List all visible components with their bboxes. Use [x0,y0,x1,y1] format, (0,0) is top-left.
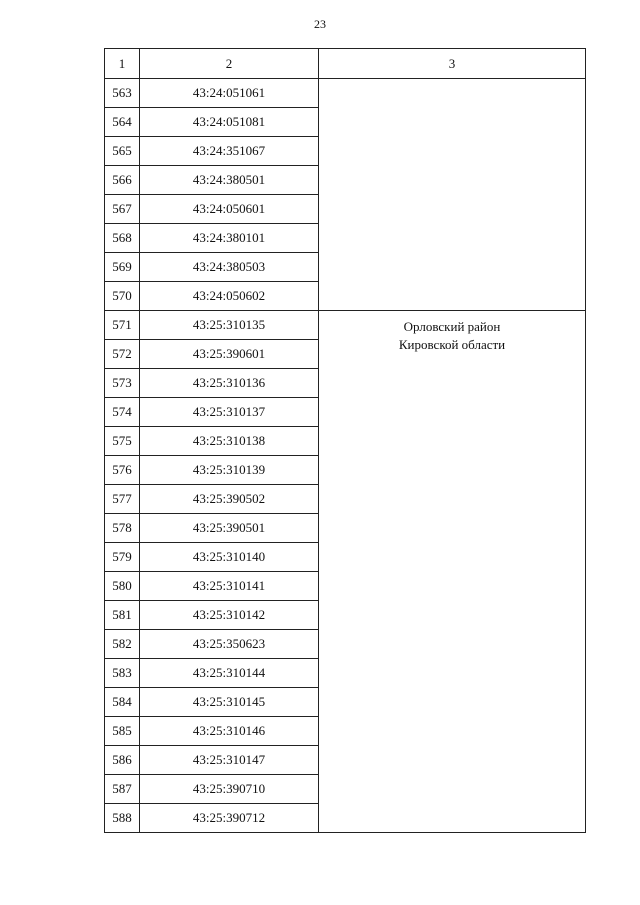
cadastral-code: 43:25:310137 [140,398,319,427]
header-row [105,49,586,79]
cadastral-code: 43:25:310141 [140,572,319,601]
row-number: 580 [105,572,140,601]
row-number: 563 [105,79,140,108]
cadastral-code: 43:25:310146 [140,717,319,746]
cadastral-code: 43:25:310140 [140,543,319,572]
district-name: Кировской области [398,337,506,352]
row-number: 588 [105,804,140,833]
row-number: 569 [105,253,140,282]
cadastral-code: 43:25:390712 [140,804,319,833]
cadastral-code: 43:25:310147 [140,746,319,775]
header-col-1: 1 [105,49,140,79]
row-number: 564 [105,108,140,137]
page-number: 23 [314,17,326,31]
row-number: 572 [105,340,140,369]
row-number: 575 [105,427,140,456]
cadastral-code: 43:25:310138 [140,427,319,456]
table-row [105,311,586,340]
cadastral-code: 43:25:310136 [140,369,319,398]
row-number: 574 [105,398,140,427]
row-number: 565 [105,137,140,166]
cadastral-code: 43:25:310135 [140,311,319,340]
header-col-2: 2 [140,49,319,79]
row-number: 586 [105,746,140,775]
cadastral-code: 43:24:380101 [140,224,319,253]
cadastral-code: 43:25:310145 [140,688,319,717]
row-number: 570 [105,282,140,311]
cadastral-code: 43:24:051081 [140,108,319,137]
row-number: 576 [105,456,140,485]
header-col-3: 3 [319,49,586,79]
cadastral-code: 43:25:310142 [140,601,319,630]
cadastral-code: 43:25:390501 [140,514,319,543]
district-cell [319,79,586,311]
cadastral-table [104,48,586,833]
cadastral-code: 43:25:390710 [140,775,319,804]
cadastral-code: 43:24:380503 [140,253,319,282]
row-number: 566 [105,166,140,195]
cadastral-code: 43:25:390502 [140,485,319,514]
district-cell [319,311,586,833]
cadastral-code: 43:24:051061 [140,79,319,108]
row-number: 585 [105,717,140,746]
table-row [105,79,586,108]
table-header [105,49,586,79]
row-number: 568 [105,224,140,253]
cadastral-code: 43:24:380501 [140,166,319,195]
row-number: 577 [105,485,140,514]
table-body [105,79,586,833]
row-number: 579 [105,543,140,572]
row-number: 583 [105,659,140,688]
row-number: 584 [105,688,140,717]
row-number: 573 [105,369,140,398]
cadastral-code: 43:25:310139 [140,456,319,485]
cadastral-code: 43:25:310144 [140,659,319,688]
cadastral-code: 43:25:390601 [140,340,319,369]
cadastral-code: 43:24:050602 [140,282,319,311]
row-number: 582 [105,630,140,659]
row-number: 571 [105,311,140,340]
row-number: 587 [105,775,140,804]
row-number: 578 [105,514,140,543]
district-name: Орловский район [403,319,501,334]
cadastral-code: 43:24:351067 [140,137,319,166]
cadastral-code: 43:24:050601 [140,195,319,224]
row-number: 567 [105,195,140,224]
cadastral-code: 43:25:350623 [140,630,319,659]
row-number: 581 [105,601,140,630]
